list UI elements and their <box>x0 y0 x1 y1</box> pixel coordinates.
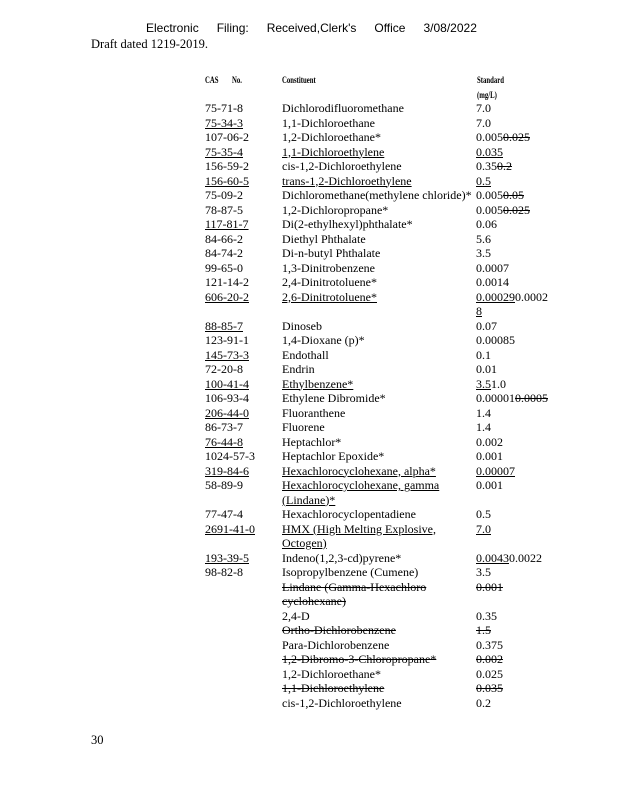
constituent-name: cis-1,2-Dichloroethylene <box>282 695 402 710</box>
standard-value: 0.001 <box>476 478 503 492</box>
standard-value: 7.0 <box>476 521 491 536</box>
cas-number: 77-47-4 <box>205 507 243 521</box>
table-row <box>205 652 565 667</box>
cas-number: 84-74-2 <box>205 246 243 260</box>
standard-value: 0.025 <box>476 666 503 681</box>
standard-value: 0.002 <box>476 652 503 666</box>
standard-value: 0.35 <box>476 159 497 173</box>
constituent-name: HMX (High Melting Explosive, Octogen) <box>282 521 436 550</box>
standard-value: 0.5 <box>476 173 491 188</box>
standard-value: 0.00085 <box>476 333 515 347</box>
standard-value-extra: 0.0022 <box>509 550 542 565</box>
standard-value: 0.1 <box>476 347 491 362</box>
filing-word-4: Office <box>374 21 406 35</box>
page-number: 30 <box>91 733 104 747</box>
standard-value-extra: 1.0 <box>491 376 506 391</box>
constituent-name: Diethyl Phthalate <box>282 231 366 246</box>
cas-number: 145-73-3 <box>205 347 249 362</box>
constituent-header: Constituent <box>282 75 316 85</box>
standard-value: 0.0007 <box>476 260 509 275</box>
table-row <box>205 348 565 363</box>
standard-value: 1.4 <box>476 405 491 420</box>
constituent-name: Dinoseb <box>282 318 322 333</box>
cas-number: 75-09-2 <box>205 188 243 202</box>
cas-number: 106-93-4 <box>205 391 249 405</box>
standard-value: 0.001 <box>476 579 503 594</box>
cas-number: 100-41-4 <box>205 376 249 391</box>
cas-number: 156-60-5 <box>205 173 249 188</box>
standard-value: 0.35 <box>476 608 497 623</box>
constituent-name: Hexachlorocyclopentadiene <box>282 507 416 521</box>
table-row <box>205 667 565 682</box>
table-row <box>205 406 565 421</box>
table-row <box>205 174 565 189</box>
standard-value: 0.0014 <box>476 275 509 289</box>
units-header: (mg/L) <box>477 90 497 100</box>
table-row <box>205 449 565 464</box>
constituent-name: Ethylbenzene* <box>282 376 354 391</box>
standard-value: 0.00007 <box>476 463 515 478</box>
constituent-name: 1,3-Dinitrobenzene <box>282 260 375 275</box>
constituent-name: Ortho-Dichlorobenzene <box>282 623 396 637</box>
cas-number: 123-91-1 <box>205 333 249 347</box>
table-row <box>205 101 565 116</box>
table-row <box>205 159 565 174</box>
standard-value: 0.06 <box>476 217 497 231</box>
constituent-name: Hexachlorocyclohexane, gamma (Lindane)* <box>282 478 440 507</box>
cas-number: 99-65-0 <box>205 260 243 275</box>
standard-value: 3.5 <box>476 565 491 579</box>
table-row <box>205 551 565 566</box>
constituent-name: 1,2-Dibromo-3-Chloropropane* <box>282 652 437 666</box>
standard-value: 0.005 <box>476 130 503 144</box>
cas-number: 193-39-5 <box>205 550 249 565</box>
constituent-name: Di-n-butyl Phthalate <box>282 246 381 260</box>
constituent-name: 1,2-Dichloroethane* <box>282 130 381 144</box>
constituent-name: trans-1,2-Dichloroethylene <box>282 173 412 188</box>
cas-number: 86-73-7 <box>205 420 243 434</box>
cas-number: 76-44-8 <box>205 434 243 449</box>
table-row <box>205 478 565 507</box>
table-row <box>205 464 565 479</box>
constituent-name: Heptachlor Epoxide* <box>282 449 385 463</box>
standard-value: 5.6 <box>476 231 491 246</box>
filing-word-2: Filing: <box>216 21 249 35</box>
constituent-name: Para-Dichlorobenzene <box>282 637 390 652</box>
draft-date: Draft dated 1219-2019. <box>91 37 208 51</box>
table-row <box>205 319 565 334</box>
deleted-standard-value: 0.025 <box>503 130 530 144</box>
standard-value: 7.0 <box>476 101 491 115</box>
standard-value: 0.0043 <box>476 550 509 565</box>
constituent-name: Endothall <box>282 347 329 362</box>
standard-value: 0.001 <box>476 449 503 463</box>
constituent-name: Heptachlor* <box>282 434 342 449</box>
constituent-name: 2,4-D <box>282 608 310 623</box>
cas-number: 319-84-6 <box>205 463 249 478</box>
table-row <box>205 435 565 450</box>
standards-table <box>205 101 565 710</box>
table-row <box>205 116 565 131</box>
standard-value: 0.00001 <box>476 391 515 405</box>
constituent-name: Hexachlorocyclohexane, alpha* <box>282 463 436 478</box>
cas-number: 84-66-2 <box>205 231 243 246</box>
standard-value: 0.005 <box>476 188 503 202</box>
deleted-standard-value: 0.2 <box>497 159 512 173</box>
cas-number: 206-44-0 <box>205 405 249 420</box>
constituent-name: Indeno(1,2,3-cd)pyrene* <box>282 550 402 565</box>
table-row <box>205 623 565 638</box>
cas-number: 58-89-9 <box>205 478 243 492</box>
standard-value: 7.0 <box>476 115 491 130</box>
cas-number: 107-06-2 <box>205 130 249 144</box>
constituent-name: Fluoranthene <box>282 405 346 420</box>
constituent-name: Fluorene <box>282 420 325 434</box>
deleted-standard-value: 0.0005 <box>515 391 548 405</box>
standard-value: 3.5 <box>476 376 491 391</box>
standard-value: 0.00029 <box>476 289 515 304</box>
constituent-name: 1,2-Dichloropropane* <box>282 202 389 217</box>
table-row <box>205 420 565 435</box>
table-row <box>205 522 565 551</box>
constituent-name: 2,4-Dinitrotoluene* <box>282 275 377 289</box>
standard-value: 0.005 <box>476 202 503 217</box>
standard-header: Standard <box>477 75 505 85</box>
standard-value-wrap: 8 <box>476 304 482 318</box>
table-row <box>205 203 565 218</box>
filing-stamp <box>146 21 495 35</box>
table-row <box>205 362 565 377</box>
cas-number: 88-85-7 <box>205 318 243 333</box>
table-row <box>205 638 565 653</box>
table-row <box>205 290 565 319</box>
cas-number: 75-71-8 <box>205 101 243 115</box>
standard-value: 0.2 <box>476 695 491 710</box>
standard-value: 0.5 <box>476 507 491 521</box>
table-row <box>205 217 565 232</box>
standard-value: 0.035 <box>476 681 503 695</box>
constituent-name: 1,1-Dichloroethylene <box>282 144 385 159</box>
table-row <box>205 246 565 261</box>
deleted-standard-value: 0.05 <box>503 188 524 202</box>
cas-header: CAS <box>205 75 219 85</box>
filing-word-3: Received,Clerk's <box>266 21 357 35</box>
deleted-standard-value: 0.025 <box>503 202 530 217</box>
constituent-name: Endrin <box>282 362 315 376</box>
table-row <box>205 507 565 522</box>
constituent-name: 1,4-Dioxane (p)* <box>282 333 365 347</box>
table-row <box>205 145 565 160</box>
cas-number: 606-20-2 <box>205 289 249 304</box>
table-row <box>205 609 565 624</box>
standard-value: 3.5 <box>476 246 491 260</box>
cas-number: 98-82-8 <box>205 565 243 579</box>
no-header: No. <box>232 75 242 85</box>
filing-date: 3/08/2022 <box>423 21 477 35</box>
constituent-name: Isopropylbenzene (Cumene) <box>282 565 419 579</box>
table-row <box>205 580 565 609</box>
constituent-name: Dichlorodifluoromethane <box>282 101 404 115</box>
constituent-name: 1,2-Dichloroethane* <box>282 666 381 681</box>
cas-number: 2691-41-0 <box>205 521 255 536</box>
cas-number: 121-14-2 <box>205 275 249 289</box>
table-row <box>205 391 565 406</box>
table-row <box>205 377 565 392</box>
standard-value: 0.002 <box>476 434 503 449</box>
table-row <box>205 565 565 580</box>
table-row <box>205 261 565 276</box>
standard-value: 0.07 <box>476 318 497 333</box>
cas-number: 72-20-8 <box>205 362 243 376</box>
cas-number: 1024-57-3 <box>205 449 255 463</box>
constituent-name: Di(2-ethylhexyl)phthalate* <box>282 217 413 231</box>
standard-value: 0.375 <box>476 637 503 652</box>
filing-word-1: Electronic <box>146 21 199 35</box>
cas-number: 75-35-4 <box>205 144 243 159</box>
constituent-name: 1,1-Dichloroethylene <box>282 681 385 695</box>
table-row <box>205 333 565 348</box>
constituent-name: 1,1-Dichloroethane <box>282 115 375 130</box>
cas-number: 117-81-7 <box>205 217 249 231</box>
table-row <box>205 681 565 696</box>
constituent-name: Dichloromethane(methylene chloride)* <box>282 188 472 202</box>
standard-value-extra: 0.0002 <box>515 289 548 304</box>
cas-number: 75-34-3 <box>205 115 243 130</box>
table-row <box>205 696 565 711</box>
constituent-name: Ethylene Dibromide* <box>282 391 386 405</box>
table-row <box>205 130 565 145</box>
cas-number: 156-59-2 <box>205 159 249 173</box>
cas-number: 78-87-5 <box>205 202 243 217</box>
table-row <box>205 188 565 203</box>
standard-value: 0.01 <box>476 362 497 376</box>
standard-value: 1.5 <box>476 623 491 637</box>
table-row <box>205 275 565 290</box>
constituent-name: Lindane (Gamma-Hexachloro cyclohexane) <box>282 579 427 608</box>
constituent-name: cis-1,2-Dichloroethylene <box>282 159 402 173</box>
constituent-name: 2,6-Dinitrotoluene* <box>282 289 377 304</box>
standard-value: 1.4 <box>476 420 491 434</box>
table-row <box>205 232 565 247</box>
standard-value: 0.035 <box>476 144 503 159</box>
